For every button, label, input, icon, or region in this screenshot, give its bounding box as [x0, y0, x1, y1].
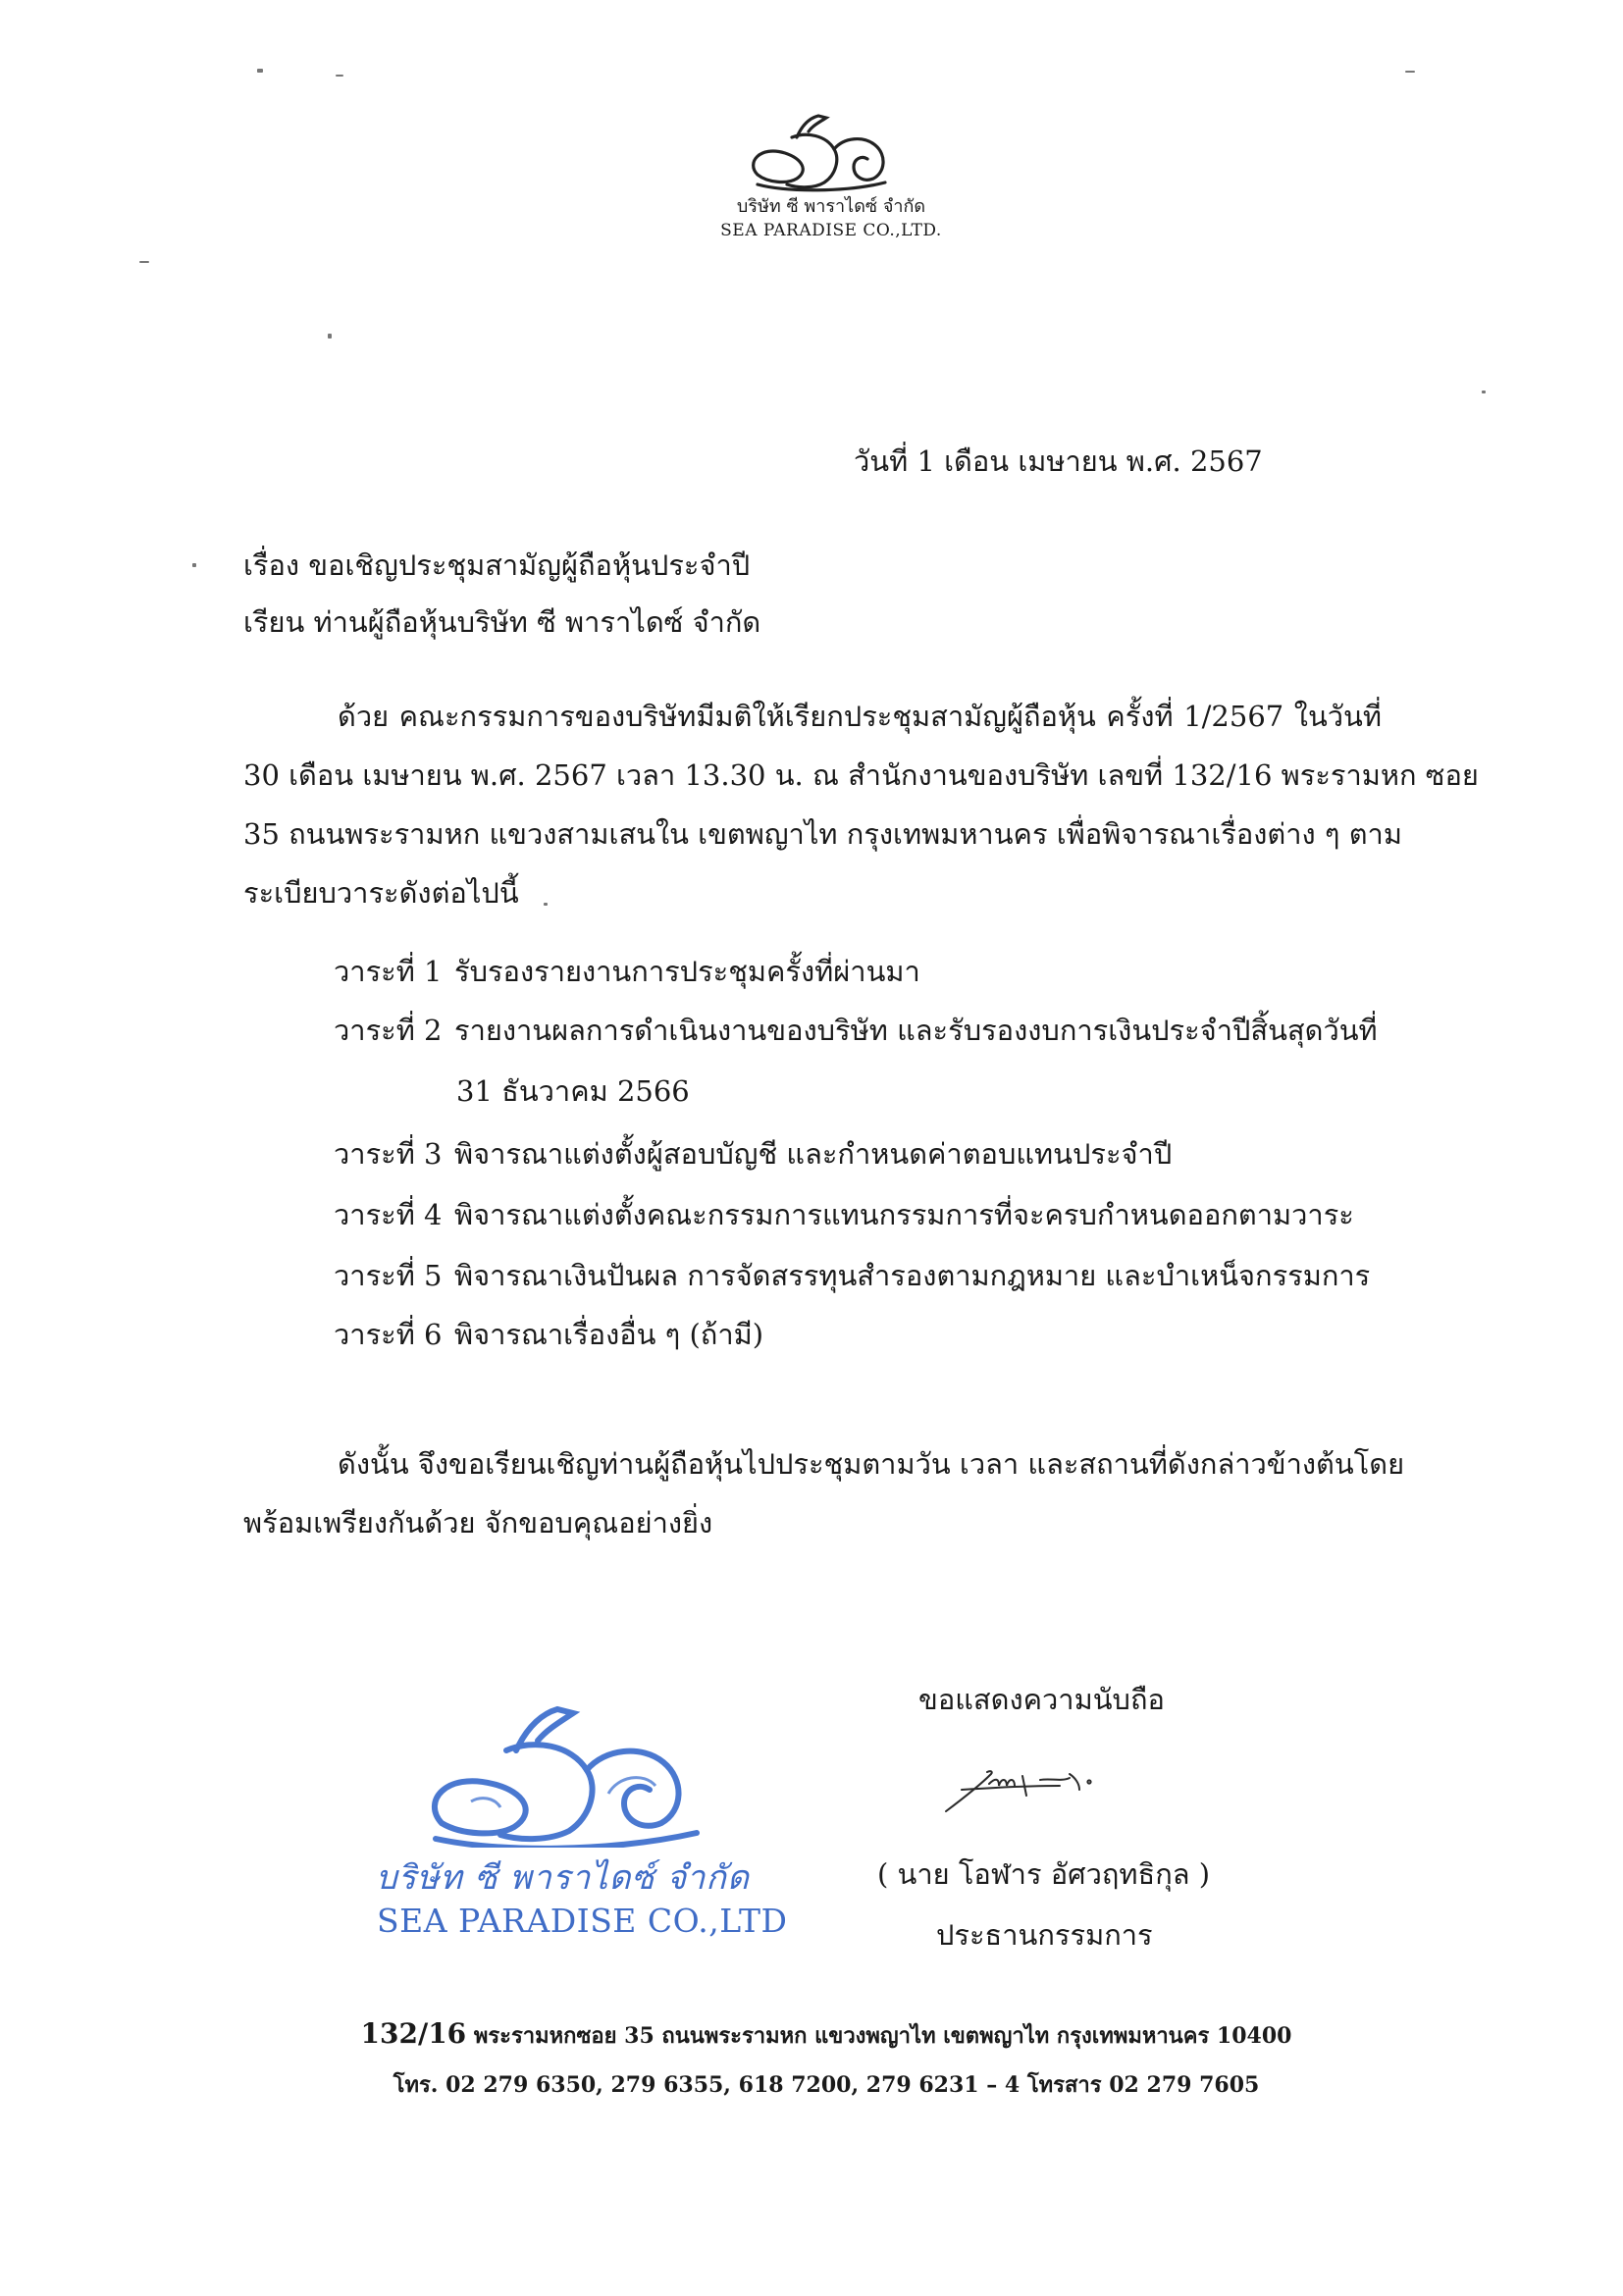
- agenda-number: วาระที่ 4: [334, 1198, 443, 1231]
- stamp-company-english: SEA PARADISE CO.,LTD: [377, 1902, 788, 1940]
- scan-speck: [257, 69, 263, 73]
- closing-line: [243, 1435, 1405, 1493]
- company-stamp-logo: [412, 1686, 736, 1848]
- agenda-item: [334, 1256, 1370, 1295]
- scan-speck: [192, 563, 196, 567]
- footer-address-number: 132/16: [360, 2017, 467, 2050]
- stamp-company-thai: บริษัท ซี พาราไดซ์ จำกัด: [376, 1858, 750, 1898]
- agenda-text: พิจารณาเงินปันผล การจัดสรรทุนสำรองตามกฎหมาย และบำเหน็จกรรมการ: [454, 1259, 1371, 1292]
- agenda-text: พิจารณาแต่งตั้งคณะกรรมการแทนกรรมการที่จะครบกำหนดออกตามวาระ: [454, 1198, 1354, 1231]
- agenda-number: วาระที่ 6: [334, 1318, 443, 1351]
- closing-line-2: พร้อมเพรียงกันด้วย จักขอบคุณอย่างยิ่ง: [243, 1506, 713, 1539]
- agenda-number: วาระที่ 2: [334, 1014, 443, 1047]
- scan-speck: [1405, 71, 1415, 73]
- agenda-item: [334, 1134, 1172, 1174]
- agenda-item: [334, 1195, 1354, 1234]
- body-paragraph: [243, 687, 1479, 922]
- letterhead-company-thai: บริษัท ซี พาราไดซ์ จำกัด: [736, 196, 926, 217]
- body-line-2: 30 เดือน เมษายน พ.ศ. 2567 เวลา 13.30 น. ณ สำนักงานของบริษัท เลขที่ 132/16 พระรามหก ซอย: [243, 758, 1479, 792]
- letter-recipient: เรียน ท่านผู้ถือหุ้นบริษัท ซี พาราไดซ์ จำกัด: [243, 605, 761, 639]
- scan-speck: [336, 75, 343, 77]
- closing-salutation: ขอแสดงความนับถือ: [918, 1683, 1165, 1716]
- footer-phones: โทร. 02 279 6350, 279 6355, 618 7200, 279 6231 – 4 โทรสาร 02 279 7605: [393, 2072, 1260, 2098]
- handwritten-signature: [932, 1756, 1128, 1825]
- agenda-text-continued: 31 ธันวาคม 2566: [456, 1074, 690, 1108]
- agenda-text: พิจารณาแต่งตั้งผู้สอบบัญชี และกำหนดค่าตอบแทนประจำปี: [454, 1137, 1173, 1171]
- body-line-1: ด้วย คณะกรรมการของบริษัทมีมติให้เรียกประชุมสามัญผู้ถือหุ้น ครั้งที่ 1/2567 ในวันที่: [338, 700, 1382, 733]
- agenda-number: วาระที่ 3: [334, 1137, 443, 1171]
- letter-date: วันที่ 1 เดือน เมษายน พ.ศ. 2567: [854, 444, 1263, 478]
- scan-speck: [328, 334, 332, 339]
- closing-line-1: ดังนั้น จึงขอเรียนเชิญท่านผู้ถือหุ้นไปประชุมตามวัน เวลา และสถานที่ดังกล่าวข้างต้นโดย: [338, 1447, 1405, 1481]
- agenda-item: [334, 952, 920, 991]
- agenda-text: รายงานผลการดำเนินงานของบริษัท และรับรองงบการเงินประจำปีสิ้นสุดวันที่: [454, 1014, 1378, 1047]
- body-line-4: ระเบียบวาระดังต่อไปนี้: [243, 876, 519, 910]
- signer-title: ประธานกรรมการ: [936, 1918, 1153, 1952]
- agenda-item: [334, 1315, 763, 1354]
- agenda-number: วาระที่ 5: [334, 1259, 443, 1292]
- body-line-3: 35 ถนนพระรามหก แขวงสามเสนใน เขตพญาไท กรุงเทพมหานคร เพื่อพิจารณาเรื่องต่าง ๆ ตาม: [243, 817, 1402, 851]
- agenda-text: พิจารณาเรื่องอื่น ๆ (ถ้ามี): [454, 1318, 764, 1351]
- closing-paragraph: [243, 1435, 1405, 1552]
- scan-speck: [1482, 391, 1486, 393]
- footer-address-text: พระรามหกซอย 35 ถนนพระรามหก แขวงพญาไท เขตพญาไท กรุงเทพมหานคร 10400: [473, 2023, 1292, 2049]
- signer-name: ( นาย โอฬาร อัศวฤทธิกุล ): [877, 1857, 1211, 1891]
- letter-subject: เรื่อง ขอเชิญประชุมสามัญผู้ถือหุ้นประจำปี: [243, 548, 751, 582]
- footer-address: [0, 2019, 1623, 2051]
- agenda-item: [334, 1011, 1378, 1050]
- agenda-text: รับรองรายงานการประชุมครั้งที่ผ่านมา: [454, 955, 920, 988]
- company-logo: [738, 98, 905, 196]
- agenda-number: วาระที่ 1: [334, 955, 443, 988]
- letterhead-company-english: SEA PARADISE CO.,LTD.: [720, 221, 942, 240]
- body-line: [243, 687, 1382, 746]
- scan-speck: [139, 261, 149, 263]
